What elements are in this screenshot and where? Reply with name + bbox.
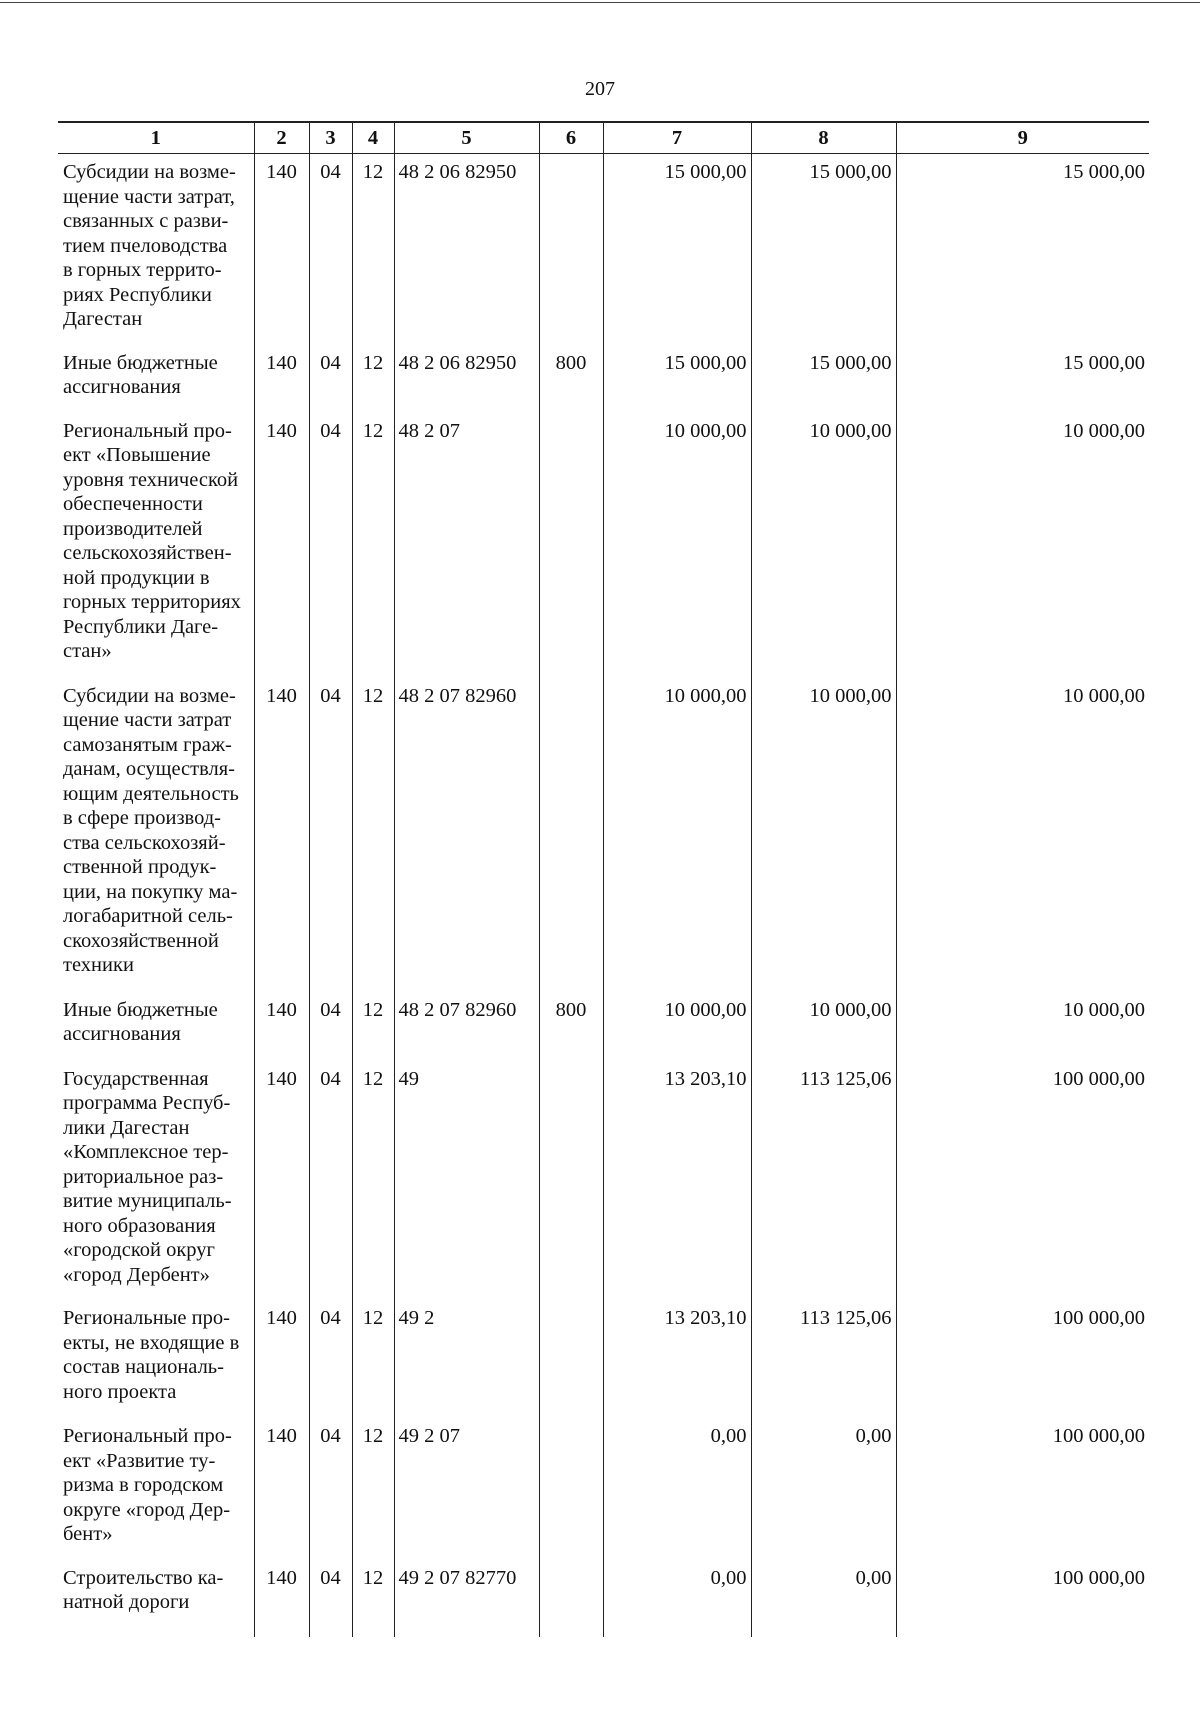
- table-header: [58, 122, 1149, 154]
- cell-col-7: 10 000,00: [603, 678, 751, 992]
- header-col-4: 4: [352, 122, 394, 154]
- header-col-2: 2: [254, 122, 309, 154]
- cell-col-7: 13 203,10: [603, 1300, 751, 1418]
- cell-col-8: 113 125,06: [751, 1300, 896, 1418]
- cell-col-2: 140: [254, 413, 309, 678]
- cell-col-2: 140: [254, 1418, 309, 1560]
- header-row: [58, 122, 1149, 154]
- row-name: Субсидии на возме- щение части затрат, связанных с разви- тием пчеловодства в горных террито- риях Республики Дагестан: [63, 161, 236, 330]
- row-name: Субсидии на возме- щение части затрат самозанятым граж- данам, осуществля- ющим деятельность в сфере производ- ства сельскохозяй- ственной продук- ции, на покупку ма- логабаритной сель- скохозяйственной техники: [63, 684, 239, 976]
- cell-col-6: [539, 678, 603, 992]
- cell-col-6: [539, 1300, 603, 1418]
- cell-col-6: [539, 154, 603, 345]
- table-row: [58, 154, 1149, 345]
- row-name: Региональный про- ект «Развитие ту- ризма в городском округе «город Дер- бент»: [63, 1425, 232, 1545]
- table-body: [58, 154, 1149, 1637]
- row-name: Государственная программа Респуб- лики Дагестан «Комплексное тер- риториальное раз- витие муниципаль- ного образования «городской округ «город Дербент»: [63, 1067, 232, 1286]
- cell-col-9: 100 000,00: [896, 1418, 1149, 1560]
- cell-col-2: 140: [254, 154, 309, 345]
- table-row: [58, 1300, 1149, 1418]
- row-name: Региональный про- ект «Повышение уровня технической обеспеченности производителей сельскохозяйствен- ной продукции в горных территориях Республики Даге- стан»: [63, 419, 241, 662]
- table-row: [58, 678, 1149, 992]
- cell-col-9: 10 000,00: [896, 678, 1149, 992]
- cell-col-2: 140: [254, 992, 309, 1061]
- cell-col-9: 10 000,00: [896, 992, 1149, 1061]
- cell-col-6: 800: [539, 345, 603, 413]
- cell-col-5: 48 2 07 82960: [394, 678, 539, 992]
- cell-col-5: 49 2 07 82770: [394, 1560, 539, 1637]
- cell-col-8: 0,00: [751, 1418, 896, 1560]
- cell-col-4: 12: [352, 154, 394, 345]
- header-col-8: 8: [751, 122, 896, 154]
- cell-col-2: 140: [254, 1560, 309, 1637]
- cell-col-7: 13 203,10: [603, 1061, 751, 1301]
- header-col-3: 3: [309, 122, 352, 154]
- row-name: Региональные про- екты, не входящие в состав националь- ного проекта: [63, 1307, 240, 1403]
- cell-col-9: 10 000,00: [896, 413, 1149, 678]
- page-number: 207: [585, 78, 615, 100]
- cell-col-2: 140: [254, 1061, 309, 1301]
- cell-col-9: 100 000,00: [896, 1061, 1149, 1301]
- cell-col-6: [539, 1560, 603, 1637]
- table-row: [58, 1560, 1149, 1637]
- cell-col-6: [539, 1061, 603, 1301]
- header-col-5: 5: [394, 122, 539, 154]
- cell-col-4: 12: [352, 413, 394, 678]
- cell-col-6: 800: [539, 992, 603, 1061]
- cell-col-7: 10 000,00: [603, 992, 751, 1061]
- cell-col-2: 140: [254, 345, 309, 413]
- cell-col-4: 12: [352, 345, 394, 413]
- cell-col-6: [539, 413, 603, 678]
- cell-col-3: 04: [309, 992, 352, 1061]
- header-col-7: 7: [603, 122, 751, 154]
- cell-col-3: 04: [309, 1418, 352, 1560]
- cell-col-7: 15 000,00: [603, 345, 751, 413]
- budget-table: [58, 121, 1149, 1637]
- cell-col-8: 15 000,00: [751, 154, 896, 345]
- cell-col-7: 15 000,00: [603, 154, 751, 345]
- cell-col-9: 100 000,00: [896, 1560, 1149, 1637]
- cell-col-3: 04: [309, 1061, 352, 1301]
- cell-col-3: 04: [309, 345, 352, 413]
- cell-col-4: 12: [352, 1061, 394, 1301]
- cell-col-3: 04: [309, 1300, 352, 1418]
- table-row: [58, 992, 1149, 1061]
- cell-col-5: 48 2 06 82950: [394, 345, 539, 413]
- cell-col-3: 04: [309, 413, 352, 678]
- table-row: [58, 345, 1149, 413]
- cell-col-7: 0,00: [603, 1418, 751, 1560]
- cell-col-6: [539, 1418, 603, 1560]
- cell-col-5: 48 2 06 82950: [394, 154, 539, 345]
- table-row: [58, 413, 1149, 678]
- top-border-line: [0, 2, 1200, 3]
- header-col-6: 6: [539, 122, 603, 154]
- cell-col-4: 12: [352, 1560, 394, 1637]
- cell-col-7: 10 000,00: [603, 413, 751, 678]
- cell-col-5: 48 2 07: [394, 413, 539, 678]
- cell-col-5: 49: [394, 1061, 539, 1301]
- cell-col-5: 49 2 07: [394, 1418, 539, 1560]
- header-col-9: 9: [896, 122, 1149, 154]
- cell-col-8: 0,00: [751, 1560, 896, 1637]
- cell-col-5: 48 2 07 82960: [394, 992, 539, 1061]
- header-col-1: 1: [58, 122, 254, 154]
- cell-col-4: 12: [352, 1418, 394, 1560]
- cell-col-3: 04: [309, 678, 352, 992]
- cell-col-3: 04: [309, 154, 352, 345]
- cell-col-8: 15 000,00: [751, 345, 896, 413]
- cell-col-4: 12: [352, 1300, 394, 1418]
- cell-col-2: 140: [254, 1300, 309, 1418]
- cell-col-9: 15 000,00: [896, 154, 1149, 345]
- table-row: [58, 1418, 1149, 1560]
- cell-col-4: 12: [352, 678, 394, 992]
- cell-col-9: 100 000,00: [896, 1300, 1149, 1418]
- row-name: Строительство ка- натной дороги: [63, 1566, 224, 1613]
- cell-col-8: 10 000,00: [751, 992, 896, 1061]
- cell-col-9: 15 000,00: [896, 345, 1149, 413]
- table-row: [58, 1061, 1149, 1301]
- cell-col-7: 0,00: [603, 1560, 751, 1637]
- cell-col-4: 12: [352, 992, 394, 1061]
- cell-col-8: 10 000,00: [751, 413, 896, 678]
- cell-col-8: 113 125,06: [751, 1061, 896, 1301]
- row-name: Иные бюджетные ассигнования: [63, 998, 218, 1045]
- row-name: Иные бюджетные ассигнования: [63, 351, 218, 398]
- cell-col-5: 49 2: [394, 1300, 539, 1418]
- cell-col-2: 140: [254, 678, 309, 992]
- cell-col-3: 04: [309, 1560, 352, 1637]
- cell-col-8: 10 000,00: [751, 678, 896, 992]
